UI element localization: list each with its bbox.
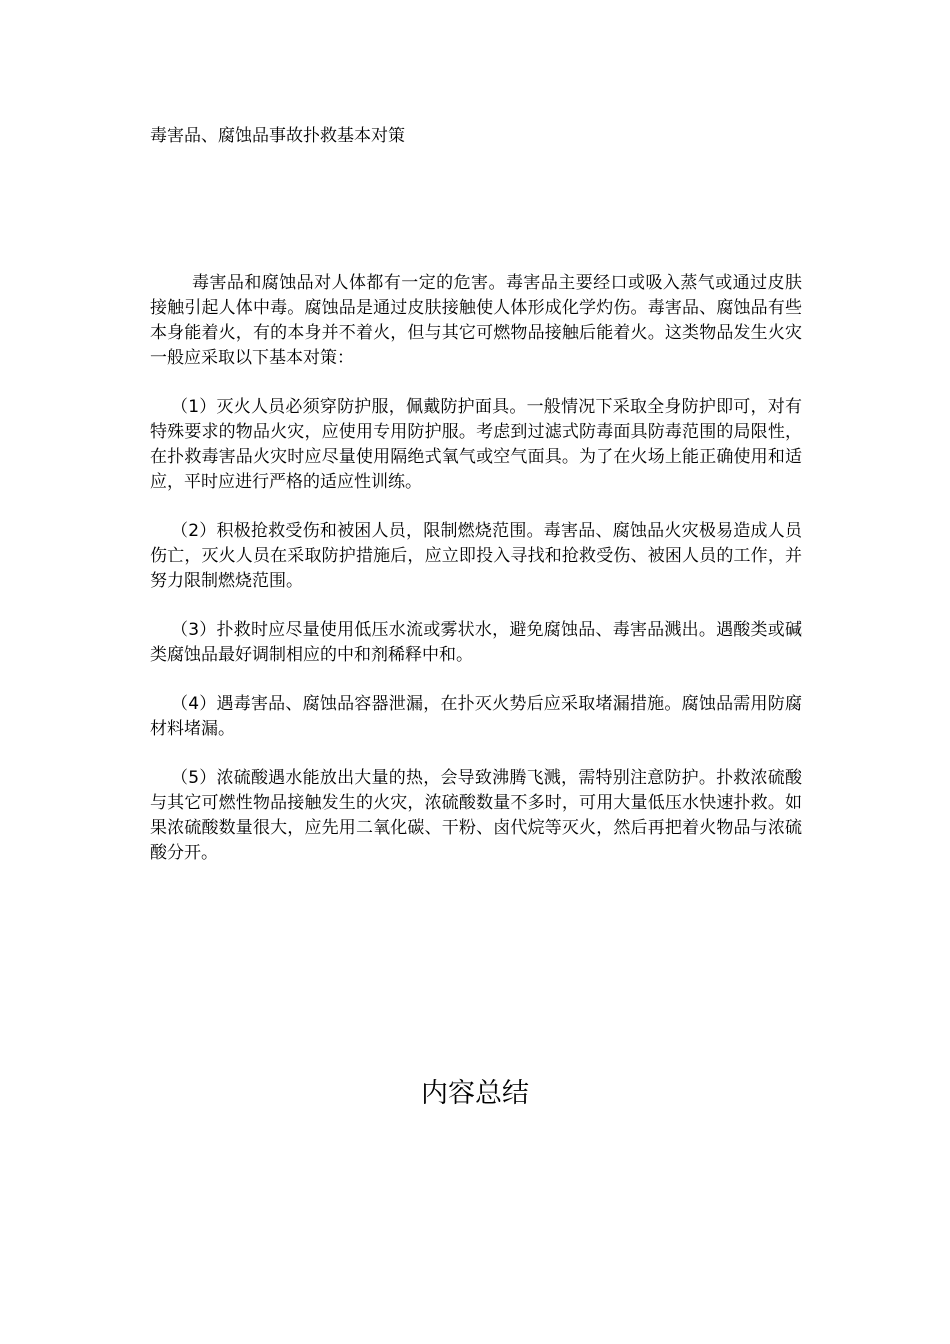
document-body	[150, 271, 802, 890]
document-title: 毒害品、腐蚀品事故扑救基本对策	[150, 126, 405, 146]
measure-item-1: （1）灭火人员必须穿防护服，佩戴防护面具。一般情况下采取全身防护即可，对有特殊要求的物品火灾，应使用专用防护服。考虑到过滤式防毒面具防毒范围的局限性，在扑救毒害品火灾时应尽量使用隔绝式氧气或空气面具。为了在火场上能正确使用和适应，平时应进行严格的适应性训练。	[150, 397, 802, 492]
measure-item-5: （5）浓硫酸遇水能放出大量的热，会导致沸腾飞溅，需特别注意防护。扑救浓硫酸与其它可燃性物品接触发生的火灾，浓硫酸数量不多时，可用大量低压水快速扑救。如果浓硫酸数量很大，应先用二氧化碳、干粉、卤代烷等灭火，然后再把着火物品与浓硫酸分开。	[150, 768, 802, 863]
measure-item-4: （4）遇毒害品、腐蚀品容器泄漏，在扑灭火势后应采取堵漏措施。腐蚀品需用防腐材料堵漏。	[150, 694, 802, 739]
summary-heading: 内容总结	[421, 1078, 529, 1109]
intro-paragraph: 毒害品和腐蚀品对人体都有一定的危害。毒害品主要经口或吸入蒸气或通过皮肤接触引起人体中毒。腐蚀品是通过皮肤接触使人体形成化学灼伤。毒害品、腐蚀品有些本身能着火，有的本身并不着火，但与其它可燃物品接触后能着火。这类物品发生火灾一般应采取以下基本对策：	[150, 273, 802, 368]
measure-item-3: （3）扑救时应尽量使用低压水流或雾状水，避免腐蚀品、毒害品溅出。遇酸类或碱类腐蚀品最好调制相应的中和剂稀释中和。	[150, 620, 802, 665]
measure-item-2: （2）积极抢救受伤和被困人员，限制燃烧范围。毒害品、腐蚀品火灾极易造成人员伤亡，灭火人员在采取防护措施后，应立即投入寻找和抢救受伤、被困人员的工作，并努力限制燃烧范围。	[150, 521, 802, 591]
